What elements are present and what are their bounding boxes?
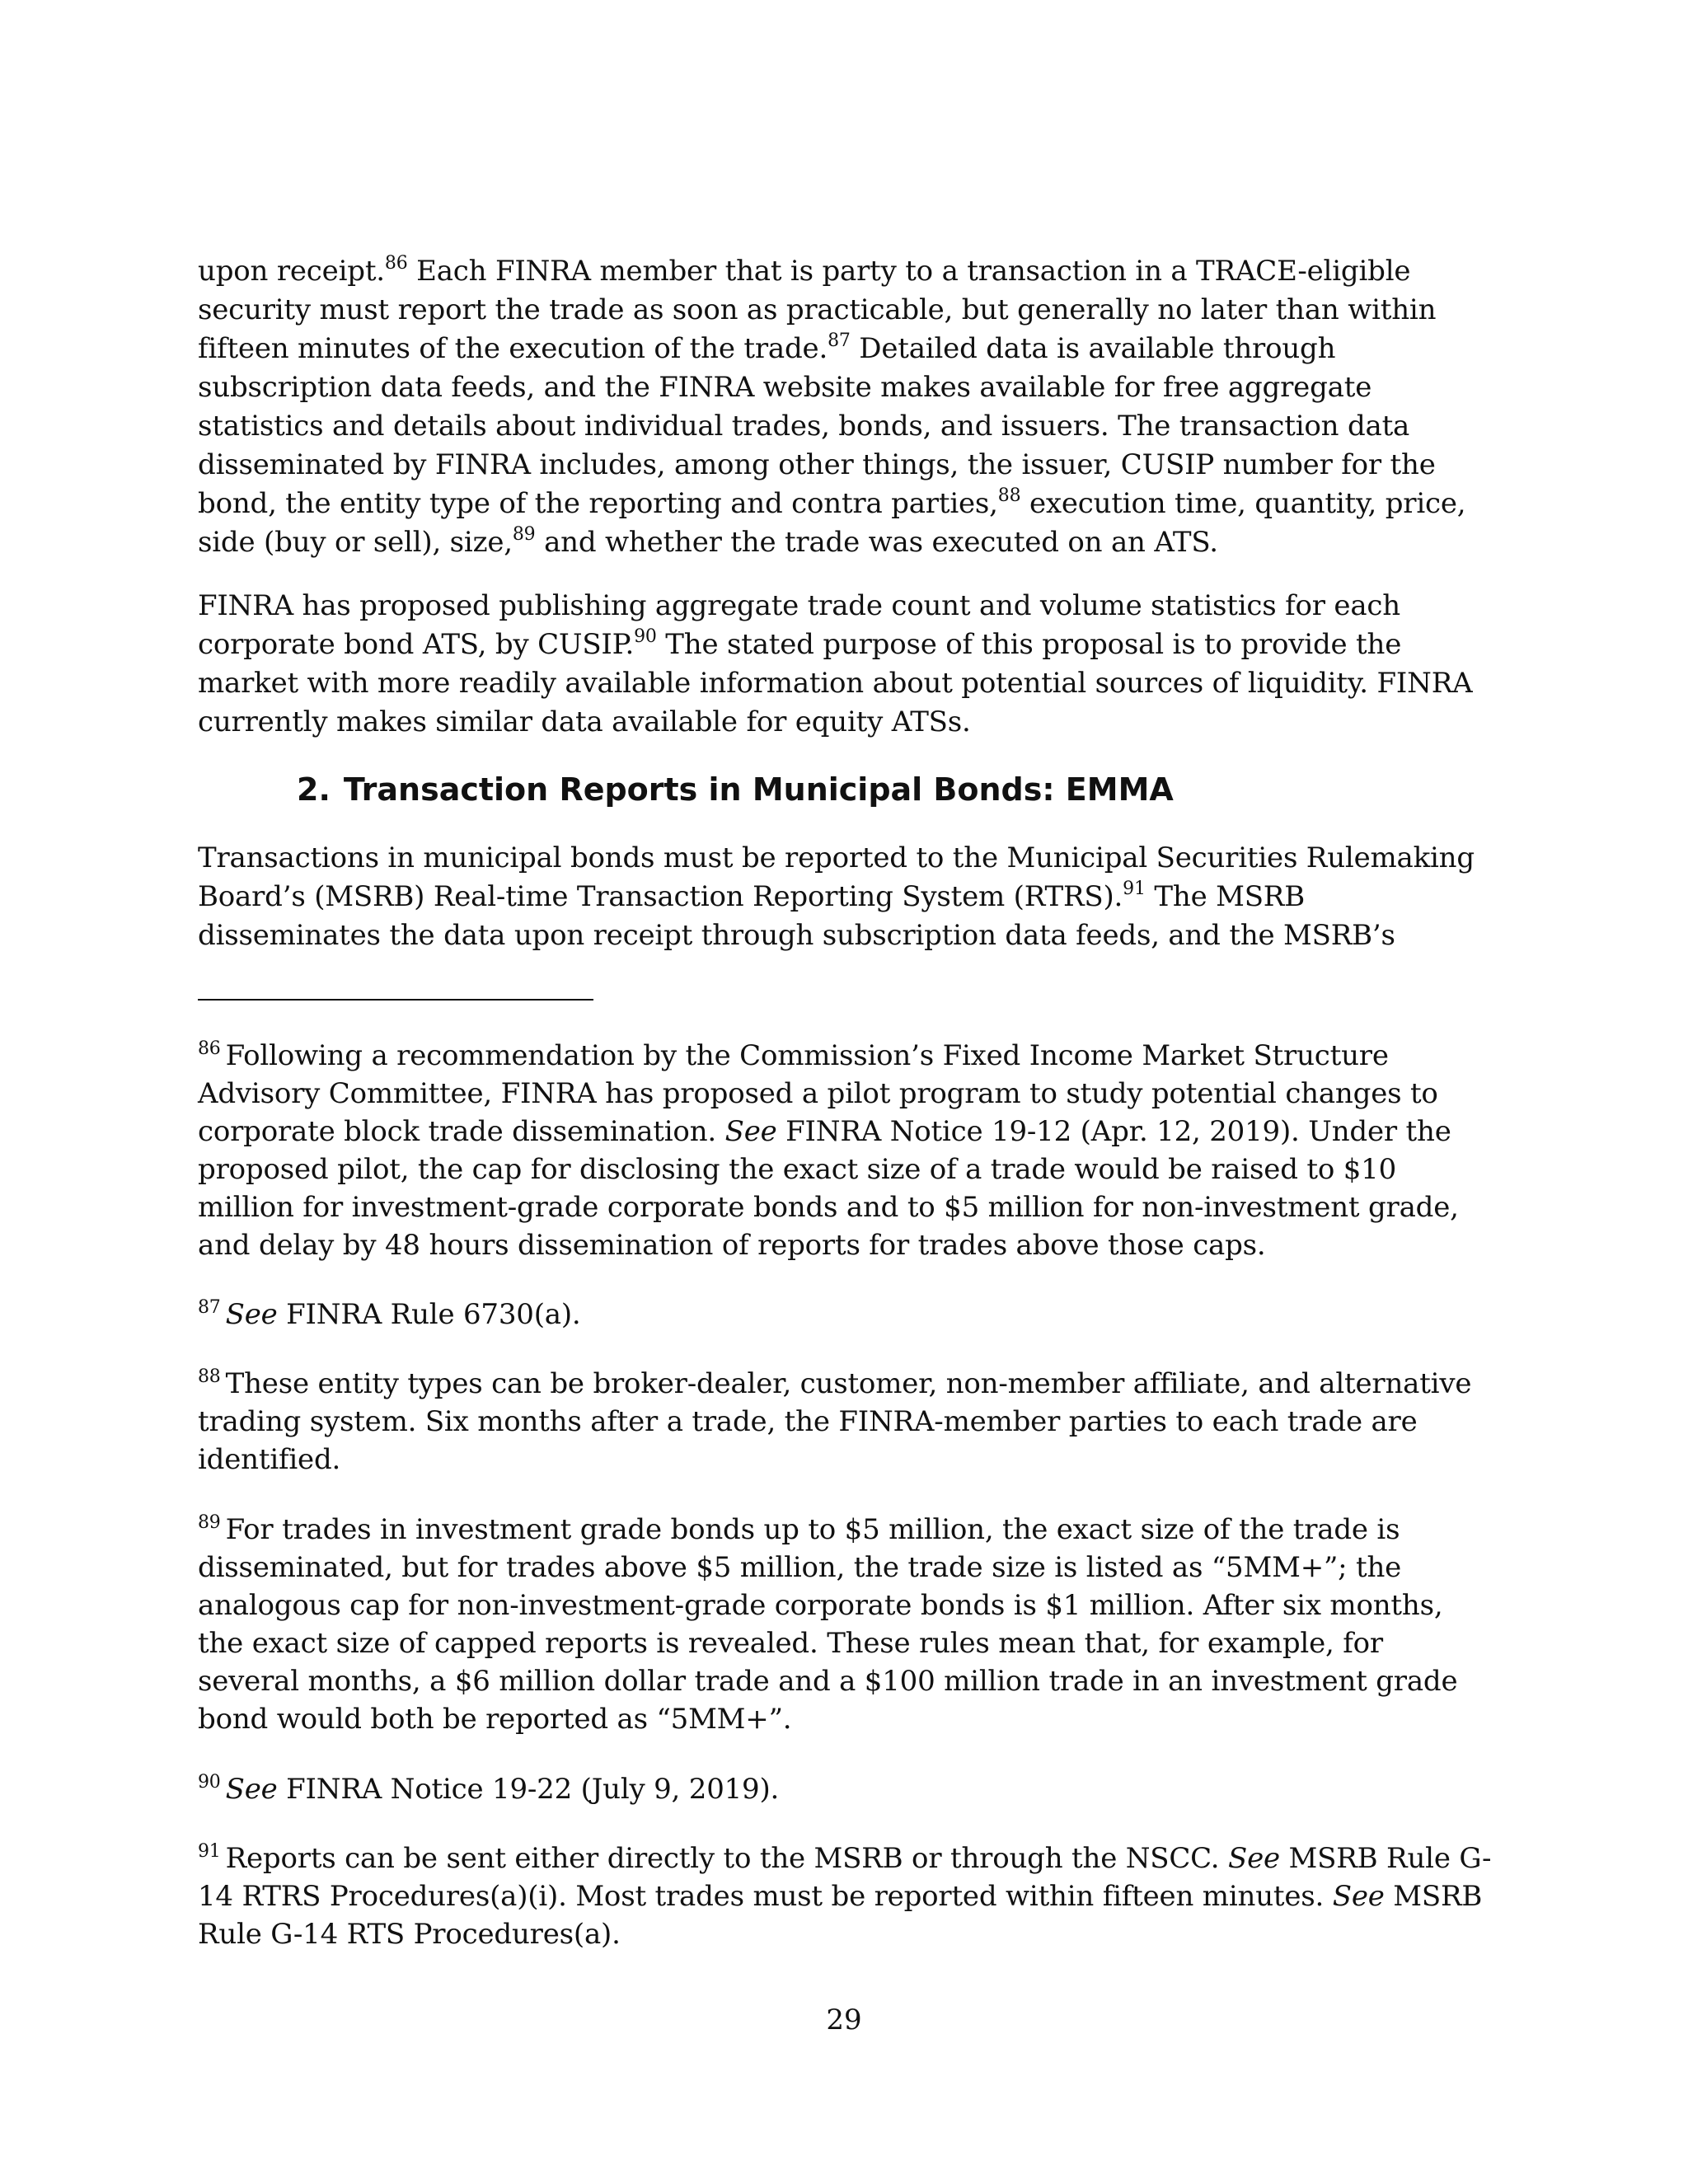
footnote-number: 86	[198, 1038, 221, 1059]
footnote-ref-86[interactable]: 86	[384, 253, 408, 274]
footnote-90: $^{90}$ See FINRA Notice 19-22 (July 9, 2019).	[198, 1772, 780, 1806]
footnote-ref-88[interactable]: 88	[997, 485, 1021, 506]
footnote-88: $^{88}$ These entity types can be broker-dealer, customer, non-member affiliate, and alternative trading system. Six months after a trade, the FINRA-member parties to each trade are identified.	[198, 1366, 1472, 1476]
section-number: 2.	[297, 771, 331, 808]
footnote-86: $^{86}$ Following a recommendation by the Commission’s Fixed Income Market Structure Advisory Committee, FINRA has proposed a pilot program to study potential changes to corporate block trade dissemination. See FINRA Notice 19-12 (Apr. 12, 2019). Under the proposed pilot, the cap for disclosing the exact size of a trade would be raised to $10 million for investment-grade corporate bonds and to $5 million for non-investment grade, and delay by 48 hours dissemination of reports for trades above those caps.	[198, 1038, 1459, 1262]
footnote-number: 91	[198, 1841, 221, 1862]
body-paragraph-2: FINRA has proposed publishing aggregate trade count and volume statistics for each corporate bond ATS, by CUSIP.$^{90}$ The stated purpose of this proposal is to provide the market with more readily available information about potential sources of liquidity. FINRA currently makes similar data available for equity ATSs.	[198, 589, 1473, 738]
body-paragraph-1: upon receipt.$^{86}$ Each FINRA member that is party to a transaction in a TRACE-eligible security must report the trade as soon as practicable, but generally no later than within fifteen minutes of the execution of the trade.$^{87}$ Detailed data is available through subscription data feeds, and the FINRA website makes available for free aggregate statistics and details about individual trades, bonds, and issuers. The transaction data disseminated by FINRA includes, among other things, the issuer, CUSIP number for the bond, the entity type of the reporting and contra parties,$^{88}$ execution time, quantity, price, side (buy or sell), size,$^{89}$ and whether the trade was executed on an ATS.	[198, 253, 1466, 559]
footnote-91: $^{91}$ Reports can be sent either directly to the MSRB or through the NSCC. See MSRB Rule G-14 RTRS Procedures(a)(i). Most trades must be reported within fifteen minutes. See MSRB Rule G-14 RTS Procedures(a).	[198, 1841, 1492, 1951]
footnote-ref-89[interactable]: 89	[512, 524, 536, 545]
footnote-ref-87[interactable]: 87	[828, 330, 851, 351]
footnote-separator	[198, 999, 593, 1001]
section-heading	[297, 769, 1174, 810]
page-number: 29	[826, 2004, 862, 2036]
body-paragraph-3: Transactions in municipal bonds must be reported to the Municipal Securities Rulemaking Board’s (MSRB) Real-time Transaction Reporting System (RTRS).$^{91}$ The MSRB disseminates the data upon receipt through subscription data feeds, and the MSRB’s	[198, 841, 1475, 952]
footnote-number: 88	[198, 1366, 221, 1387]
footnote-number: 90	[198, 1772, 221, 1793]
footnote-number: 87	[198, 1297, 221, 1318]
footnote-number: 89	[198, 1512, 221, 1533]
footnote-ref-91[interactable]: 91	[1123, 879, 1146, 899]
footnote-ref-90[interactable]: 90	[634, 626, 657, 647]
footnote-89: $^{89}$ For trades in investment grade bonds up to $5 million, the exact size of the trade is disseminated, but for trades above $5 million, the trade size is listed as “5MM+”; the analogous cap for non-investment-grade corporate bonds is $1 million. After six months, the exact size of capped reports is revealed. These rules mean that, for example, for several months, a $6 million dollar trade and a $100 million trade in an investment grade bond would both be reported as “5MM+”.	[198, 1512, 1458, 1736]
section-title: Transaction Reports in Municipal Bonds: EMMA	[343, 771, 1174, 808]
footnote-87: $^{87}$ See FINRA Rule 6730(a).	[198, 1297, 581, 1331]
